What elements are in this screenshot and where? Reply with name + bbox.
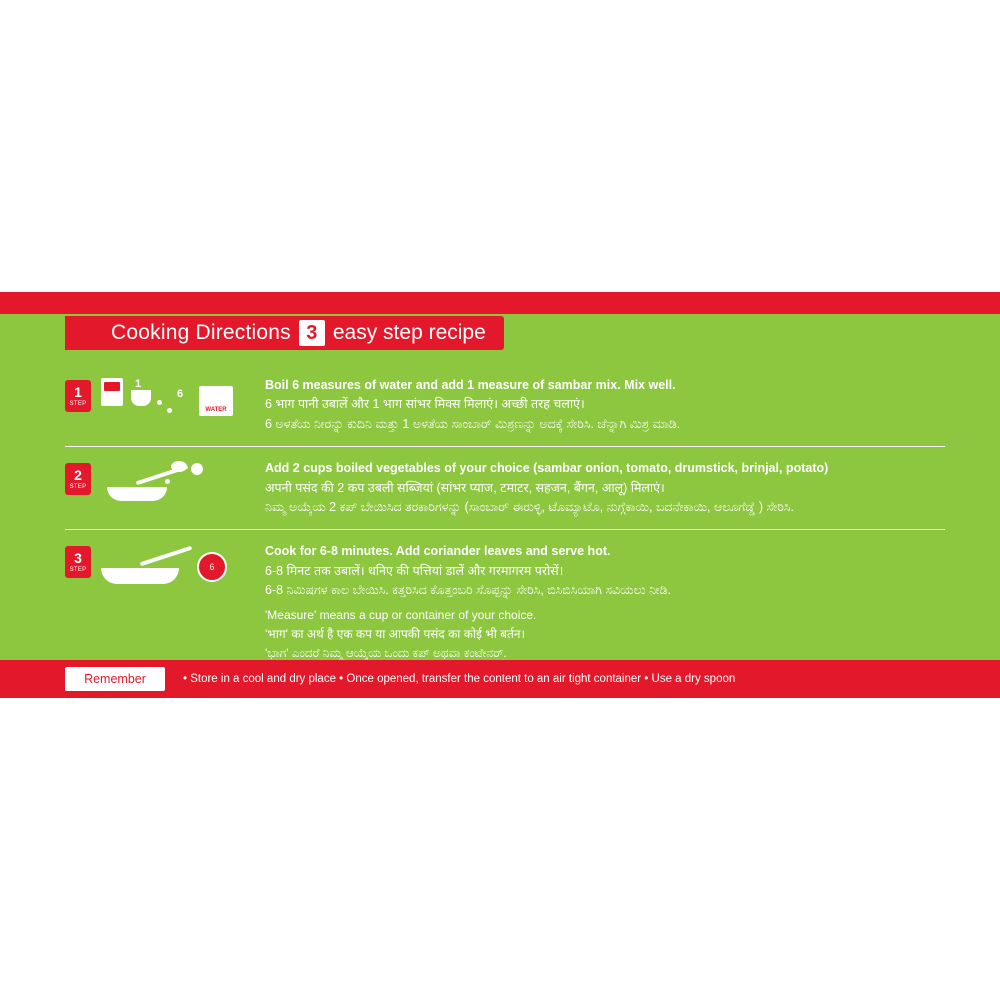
- step-2-label: STEP: [69, 484, 87, 491]
- step-3-number: 3: [74, 550, 82, 567]
- spoon-handle-icon: [136, 465, 189, 485]
- step-1-icons: [65, 374, 265, 430]
- step-3-line-en: Cook for 6-8 minutes. Add coriander leaves and serve hot.: [265, 544, 611, 559]
- note-line-hi: 'भाग' का अर्थ है एक कप या आपकी पसंद का कोई भी बर्तन।: [265, 626, 526, 641]
- drop-icon: [167, 408, 172, 413]
- step-2-number: 2: [74, 467, 82, 484]
- step-2-text: [265, 457, 945, 517]
- step-1-line-hi: 6 भाग पानी उबालें और 1 भाग सांभर मिक्स मिलाएं। अच्छी तरह चलाएं।: [265, 397, 585, 412]
- step-row: [65, 364, 945, 446]
- drop-icon: [157, 400, 162, 405]
- step-row: [65, 446, 945, 529]
- step-2-line-en: Add 2 cups boiled vegetables of your choice (sambar onion, tomato, drumstick, brinjal, potato): [265, 461, 829, 476]
- top-red-band: [0, 292, 1000, 314]
- header-subtitle: easy step recipe: [332, 321, 486, 344]
- step-1-line-en: Boil 6 measures of water and add 1 measure of sambar mix. Mix well.: [265, 378, 676, 392]
- step-count-badge: 3: [299, 320, 325, 346]
- ladle-icon: [140, 546, 193, 566]
- remember-tab: Remember: [65, 667, 165, 691]
- water-jug-icon: WATER: [199, 386, 233, 416]
- timer-clock-icon: [197, 552, 227, 582]
- steps-list: [65, 364, 945, 674]
- remember-strip: [0, 660, 1000, 698]
- step-2-icons: [65, 457, 265, 513]
- package-panel: [0, 292, 1000, 698]
- step-3-badge: [65, 546, 91, 578]
- step-2-line-hi: अपनी पसंद की 2 कप उबली सब्जियां (सांभर प्याज, टमाटर, सहजन, बैंगन, आलू) मिलाएं।: [265, 480, 665, 495]
- packet-icon: [101, 378, 123, 406]
- step-3-text: [265, 540, 945, 662]
- number-6-icon: 6: [177, 388, 184, 400]
- step-1-number: 1: [74, 384, 82, 400]
- page-title: Cooking Directions: [111, 321, 291, 344]
- measure-cup-icon: [131, 390, 151, 406]
- step-1-text: [265, 374, 945, 434]
- measure-note: [265, 606, 945, 662]
- note-line-en: 'Measure' means a cup or container of your choice.: [265, 608, 537, 623]
- step-1-badge: [65, 380, 91, 412]
- timer-value: 6: [209, 562, 215, 573]
- step-3-line-kn: 6-8 ನಿಮಿಷಗಳ ಕಾಲ ಬೇಯಿಸಿ. ಕತ್ತರಿಸಿದ ಕೊತ್ತಂಬರಿ ಸೊಪ್ಪನ್ನು ಸೇರಿಸಿ, ಬಿಸಿಬಿಸಿಯಾಗಿ ಸವಿಯಲು ನೀಡಿ.: [265, 583, 671, 597]
- step-3-label: STEP: [69, 567, 87, 574]
- step-row: [65, 529, 945, 674]
- step-1-line-kn: 6 ಅಳತೆಯ ನೀರನ್ನು ಕುದಿನಿ ಮತ್ತು 1 ಅಳತೆಯ ಸಾಂಬಾರ್ ಮಿಶ್ರಣನ್ನು ಅದಕ್ಕೆ ಸೇರಿಸಿ. ಚೆನ್ನಾಗಿ ಮಿಶ್ರ ಮಾಡಿ.: [265, 416, 681, 431]
- drop-icon: [165, 479, 170, 484]
- step-1-label: STEP: [69, 401, 87, 407]
- bowl-icon: [101, 568, 179, 584]
- note-line-kn: 'ಭಾಗ' ಎಂದರೆ ನಿಮ್ಮ ಆಯ್ಕೆಯ ಒಂದು ಕಪ್ ಅಥವಾ ಕಂಟೇನರ್.: [265, 645, 507, 660]
- step-3-icons: [65, 540, 265, 596]
- step-2-badge: [65, 463, 91, 495]
- cooking-directions-header: [65, 316, 504, 350]
- remember-text: • Store in a cool and dry place • Once opened, transfer the content to an air tight container • Use a dry spoon: [183, 673, 736, 685]
- vegetables-icon: [191, 463, 203, 475]
- step-2-line-kn: ನಿಮ್ಮ ಅಯ್ಕೆಯ 2 ಕಪ್ ಬೇಯಿಸಿದ ತರಕಾರಿಗಳನ್ನು (ಸಾಂಬಾರ್ ಈರುಳ್ಳಿ, ಟೊಮ್ಯಾಟೊ, ನುಗ್ಗೆಕಾಯಿ, ಬದನೇಕಾಯಿ, ಆಲೂಗೆಡ್ಡೆ ) ಸೇರಿಸಿ.: [265, 499, 794, 514]
- step-3-line-hi: 6-8 मिनट तक उबालें। धनिए की पत्तियां डालें और गरमागरम परोसें।: [265, 563, 564, 578]
- number-1-icon: 1: [135, 378, 142, 390]
